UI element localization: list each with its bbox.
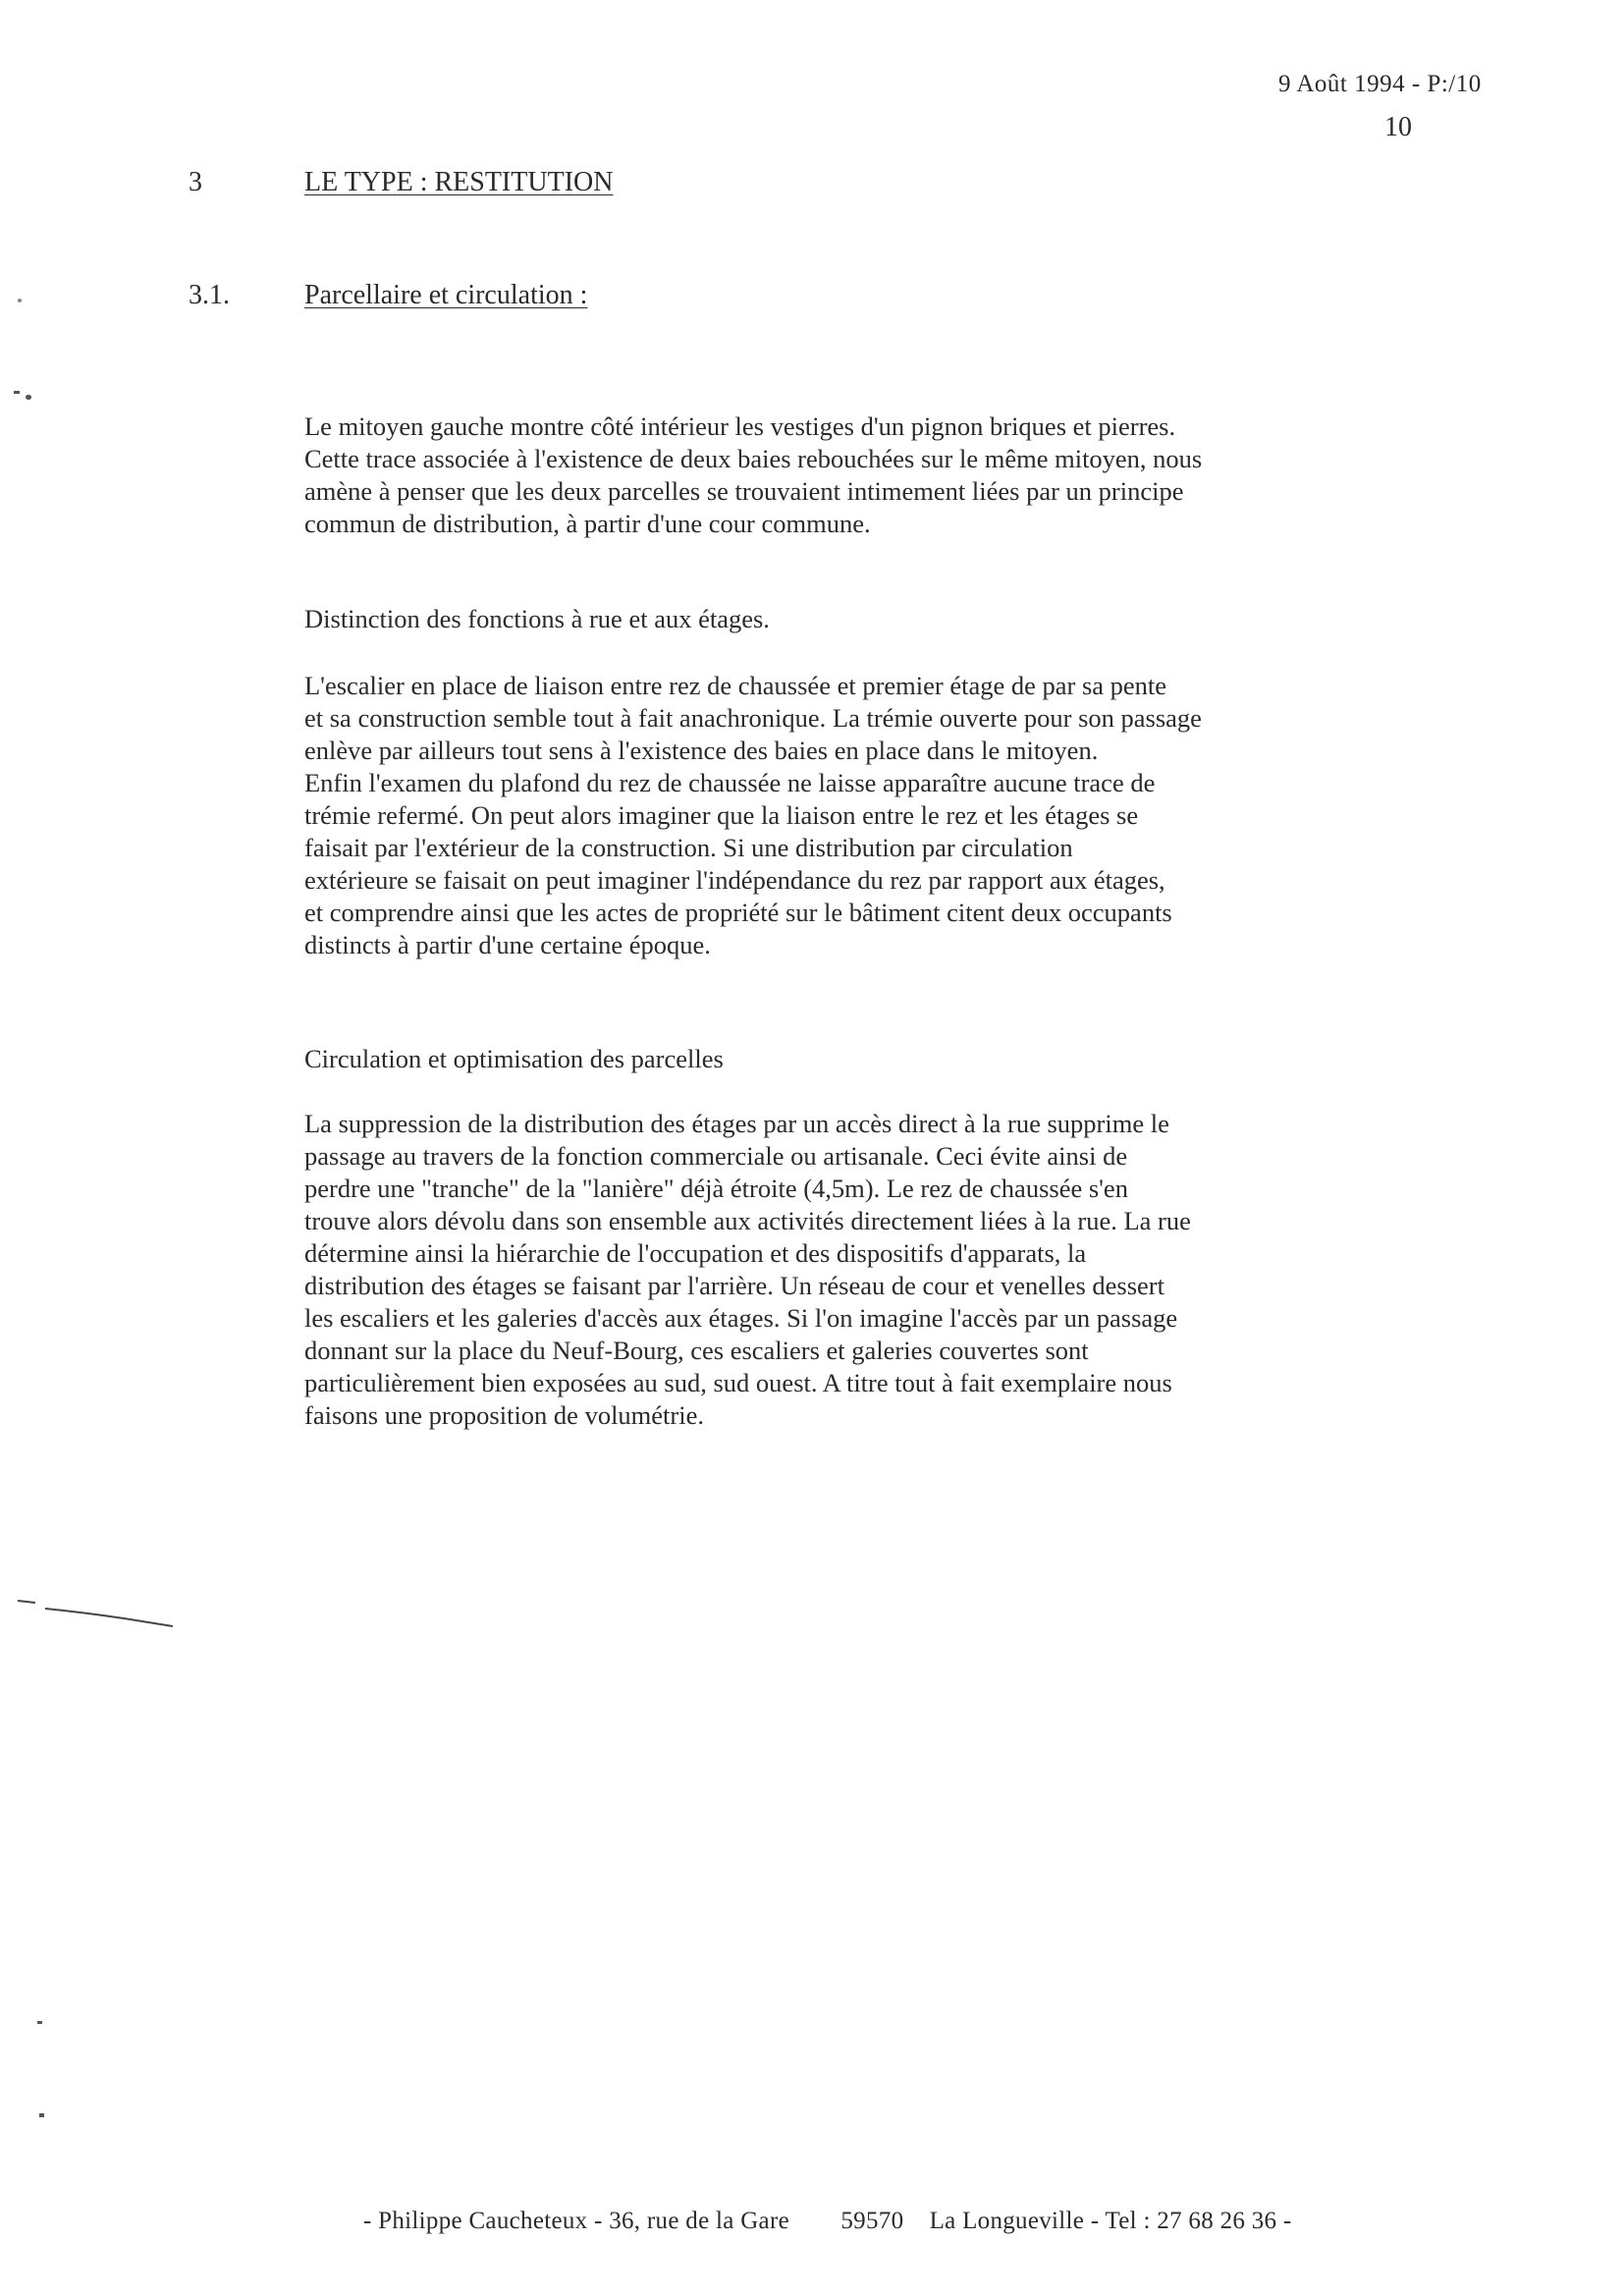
section-number: 3 xyxy=(189,167,202,197)
text-line: et comprendre ainsi que les actes de propriété sur le bâtiment citent deux occupants xyxy=(304,898,1172,927)
text-line: et sa construction semble tout à fait anachronique. La trémie ouverte pour son passage xyxy=(304,703,1202,733)
smudge-stroke xyxy=(18,1601,173,1626)
text-line: faisons une proposition de volumétrie. xyxy=(304,1400,704,1430)
section-heading xyxy=(189,167,613,198)
heading-text: Circulation et optimisation des parcelles xyxy=(304,1044,724,1073)
paragraph-escalier xyxy=(304,670,1345,961)
text-line: donnant sur la place du Neuf-Bourg, ces escaliers et galeries couvertes sont xyxy=(304,1336,1089,1365)
heading-circulation-optimisation xyxy=(304,1043,1345,1075)
page-number: 10 xyxy=(1384,112,1412,142)
section-title: LE TYPE : RESTITUTION xyxy=(304,167,614,197)
text-line: faisait par l'extérieur de la construction. Si une distribution par circulation xyxy=(304,833,1073,862)
scan-speck xyxy=(18,299,22,302)
subsection-number: 3.1. xyxy=(189,280,230,310)
text-line: L'escalier en place de liaison entre rez de chaussée et premier étage de par sa pente xyxy=(304,671,1167,700)
heading-distinction-fonctions xyxy=(304,603,1345,635)
scan-speck xyxy=(14,391,20,394)
text-line: Le mitoyen gauche montre côté intérieur les vestiges d'un pignon briques et pierres. xyxy=(304,411,1176,441)
text-line: La suppression de la distribution des étages par un accès direct à la rue supprime le xyxy=(304,1109,1169,1138)
scan-smudge-line xyxy=(16,1591,192,1630)
subsection-title: Parcellaire et circulation : xyxy=(304,280,588,310)
scan-speck xyxy=(39,2113,44,2117)
subsection-heading xyxy=(189,280,587,311)
header-date-reference: 9 Août 1994 - P:/10 xyxy=(1278,71,1482,97)
text-line: passage au travers de la fonction commerciale ou artisanale. Ceci évite ainsi de xyxy=(304,1141,1128,1171)
text-line: extérieure se faisait on peut imaginer l'indépendance du rez par rapport aux étages, xyxy=(304,865,1165,895)
text-line: commun de distribution, à partir d'une cour commune. xyxy=(304,509,871,538)
text-line: trouve alors dévolu dans son ensemble aux activités directement liées à la rue. La rue xyxy=(304,1206,1191,1235)
text-line: enlève par ailleurs tout sens à l'existence des baies en place dans le mitoyen. xyxy=(304,736,1099,765)
text-line: distincts à partir d'une certaine époque. xyxy=(304,930,711,959)
text-line: trémie refermé. On peut alors imaginer que la liaison entre le rez et les étages se xyxy=(304,800,1139,830)
paragraph-mitoyen xyxy=(304,410,1345,540)
footer-address: - Philippe Caucheteux - 36, rue de la Gare 59570 La Longueville - Tel : 27 68 26 36 - xyxy=(363,2208,1292,2234)
text-line: détermine ainsi la hiérarchie de l'occupation et des dispositifs d'apparats, la xyxy=(304,1238,1087,1268)
heading-text: Distinction des fonctions à rue et aux étages. xyxy=(304,604,770,633)
text-line: Cette trace associée à l'existence de deux baies rebouchées sur le même mitoyen, nous xyxy=(304,444,1203,473)
paragraph-suppression xyxy=(304,1108,1345,1432)
text-line: amène à penser que les deux parcelles se trouvaient intimement liées par un principe xyxy=(304,476,1184,506)
text-line: particulièrement bien exposées au sud, sud ouest. A titre tout à fait exemplaire nous xyxy=(304,1368,1172,1397)
text-line: distribution des étages se faisant par l'arrière. Un réseau de cour et venelles dessert xyxy=(304,1271,1164,1300)
scan-speck xyxy=(37,2021,42,2024)
text-line: les escaliers et les galeries d'accès aux étages. Si l'on imagine l'accès par un passage xyxy=(304,1303,1178,1333)
text-line: perdre une "tranche" de la "lanière" déjà étroite (4,5m). Le rez de chaussée s'en xyxy=(304,1174,1128,1203)
scan-speck xyxy=(26,395,31,400)
text-line: Enfin l'examen du plafond du rez de chaussée ne laisse apparaître aucune trace de xyxy=(304,768,1156,797)
